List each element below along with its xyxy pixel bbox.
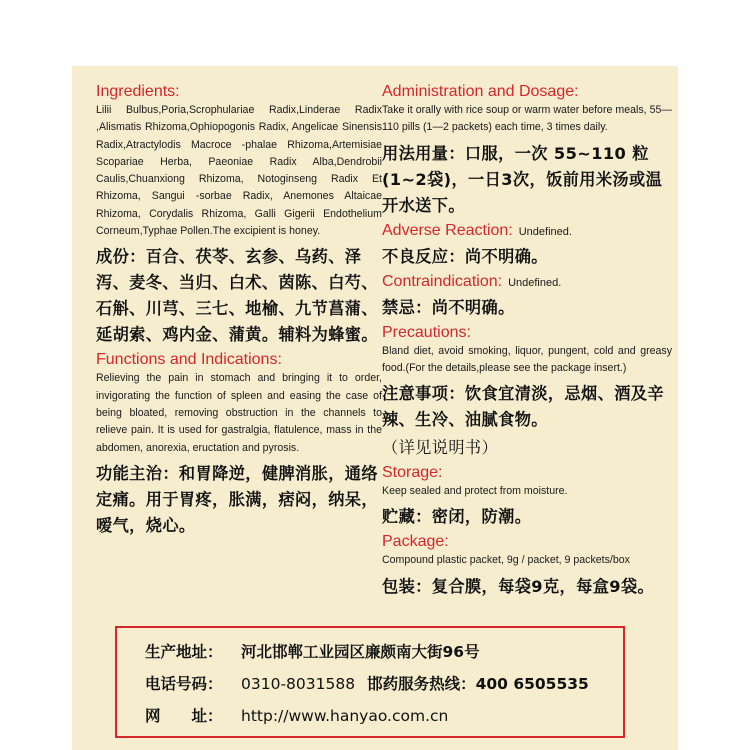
manufacturer-info-box bbox=[115, 626, 625, 738]
address-row bbox=[145, 640, 480, 662]
service-hotline: 邯药服务热线：400 6505535 bbox=[367, 675, 589, 693]
phone-value: 0310-8031588 bbox=[241, 675, 356, 693]
storage-chinese: 贮藏：密闭，防潮。 bbox=[382, 507, 532, 527]
ingredients-heading: Ingredients: bbox=[96, 83, 180, 100]
contraindication-heading bbox=[382, 272, 672, 293]
ingredients-english: Lilii Bulbus,Poria,Scrophulariae Radix,Linderae Radix ,Alismatis Rhizoma,Ophiopogonis Radix, Angelicae Sinensis Radix,Atractylodis Macroce -phalae Rhizoma,Artemisiae Scopariae Herba, Paeoniae Radix Alba,Dendrobii Caulis,Chuanxiong Rhizoma, Notoginseng Radix Et Rhizoma, Sangui -sorbae Radix, Anemones Altaicae Rhizoma, Corydalis Rhizoma, Galli Gigerii Endothelium Corneum,Typhae Pollen.The excipient is honey. bbox=[96, 104, 382, 238]
left-column bbox=[96, 82, 382, 541]
contraindication-value: Undefined. bbox=[508, 276, 562, 289]
storage-heading: Storage: bbox=[382, 464, 443, 482]
functions-heading: Functions and Indications: bbox=[96, 351, 282, 369]
website-label: 网 址： bbox=[145, 707, 223, 725]
address-value: 河北邯郸工业园区廉颇南大街96号 bbox=[241, 643, 480, 661]
package-chinese: 包装：复合膜，每袋9克，每盒9袋。 bbox=[382, 576, 655, 596]
package-heading: Package: bbox=[382, 533, 449, 551]
address-label: 生产地址： bbox=[145, 643, 223, 661]
phone-label: 电话号码： bbox=[145, 675, 223, 693]
precautions-note: （详见说明书） bbox=[382, 438, 499, 458]
adverse-reaction-value: Undefined. bbox=[518, 225, 572, 238]
label-panel bbox=[72, 66, 678, 750]
precautions-chinese: 注意事项：饮食宜清淡，忌烟、酒及辛辣、生冷、油腻食物。 bbox=[382, 384, 664, 430]
package-english: Compound plastic packet, 9g / packet, 9 packets/box bbox=[382, 554, 630, 567]
administration-english: Take it orally with rice soup or warm water before meals, 55—110 pills (1—2 packets) each time, 3 times daily. bbox=[382, 104, 672, 134]
adverse-reaction-heading bbox=[382, 221, 672, 242]
administration-chinese: 用法用量：口服，一次 55~110 粒(1~2袋)，一日3次，饭前用米汤或温开水送下。 bbox=[382, 143, 663, 215]
administration-heading: Administration and Dosage: bbox=[382, 83, 579, 100]
precautions-heading: Precautions: bbox=[382, 323, 471, 341]
adverse-reaction-title: Adverse Reaction: bbox=[382, 221, 513, 239]
ingredients-chinese: 成份：百合、茯苓、玄参、乌药、泽泻、麦冬、当归、白术、茵陈、白芍、石斛、川芎、三七、地榆、九节菖蒲、延胡索、鸡内金、蒲黄。辅料为蜂蜜。 bbox=[96, 247, 378, 345]
storage-english: Keep sealed and protect from moisture. bbox=[382, 485, 568, 498]
contraindication-chinese: 禁忌：尚不明确。 bbox=[382, 297, 515, 317]
functions-english: Relieving the pain in stomach and bringing it to order, invigorating the function of spleen and easing the case of being bloated, removing obstruction in the channels to relieve pain. It is used for gastralgia, flatulence, mass in the abdomen, anorexia, eructation and pyrosis. bbox=[96, 372, 382, 454]
precautions-english: Bland diet, avoid smoking, liquor, pungent, cold and greasy food.(For the details,please see the package insert.) bbox=[382, 344, 672, 374]
functions-chinese: 功能主治：和胃降逆，健脾消胀，通络定痛。用于胃疼，胀满，痞闷，纳呆，嗳气，烧心。 bbox=[96, 463, 378, 535]
contraindication-title: Contraindication: bbox=[382, 272, 503, 290]
right-column bbox=[382, 82, 672, 602]
phone-row bbox=[145, 672, 589, 694]
adverse-reaction-chinese: 不良反应：尚不明确。 bbox=[382, 246, 548, 266]
website-link[interactable]: http://www.hanyao.com.cn bbox=[241, 707, 449, 725]
website-row bbox=[145, 704, 448, 726]
